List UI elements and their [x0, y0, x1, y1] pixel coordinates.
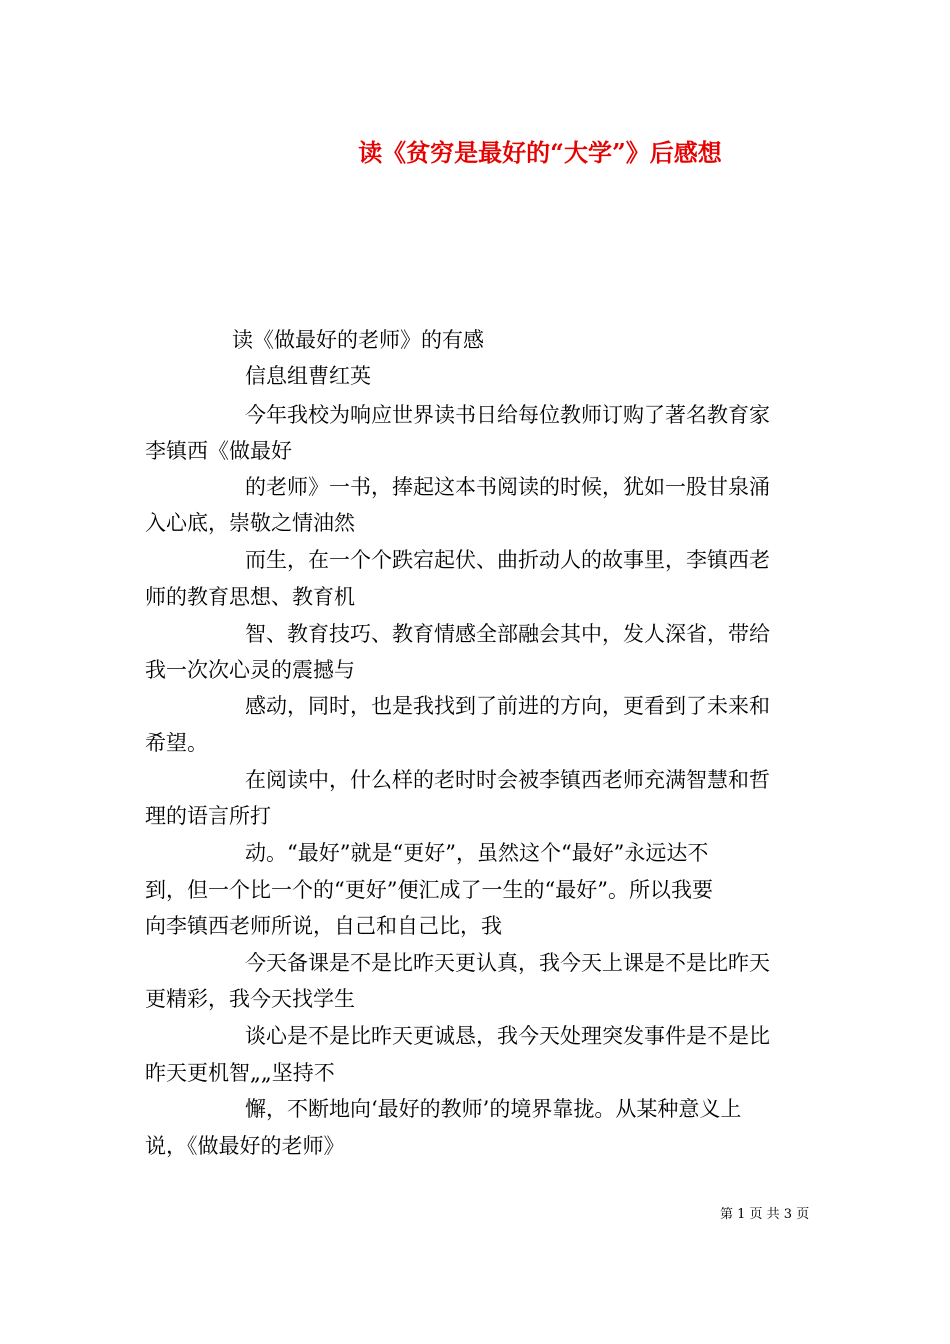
body-line: 昨天更机智„„坚持不 [145, 1061, 335, 1085]
body-line: 懈，不断地向‘最好的教师’的境界靠拢。从某种意义上 [245, 1097, 742, 1121]
body-line: 理的语言所打 [145, 804, 271, 828]
body-line: 到，但一个比一个的“更好”便汇成了一生的“最好”。所以我要 [145, 878, 713, 902]
body-line: 师的教育思想、教育机 [145, 585, 355, 609]
body-line: 希望。 [145, 731, 208, 755]
body-line: 向李镇西老师所说，自己和自己比，我 [145, 914, 502, 938]
body-line: 今年我校为响应世界读书日给每位教师订购了著名教育家 [245, 403, 770, 427]
document-title: 读《贫穷是最好的“大学”》后感想 [358, 138, 722, 167]
body-line: 更精彩，我今天找学生 [145, 987, 355, 1011]
body-line: 说，《做最好的老师》 [145, 1134, 345, 1158]
body-line: 今天备课是不是比昨天更认真，我今天上课是不是比昨天 [245, 951, 770, 975]
body-line: 而生，在一个个跌宕起伏、曲折动人的故事里，李镇西老 [245, 548, 770, 572]
document-subtitle: 读《做最好的老师》的有感 [232, 328, 484, 352]
body-line: 的老师》一书，捧起这本书阅读的时候，犹如一股甘泉涌 [245, 475, 770, 499]
body-line: 入心底，崇敬之情油然 [145, 511, 355, 535]
body-line: 智、教育技巧、教育情感全部融会其中，发人深省，带给 [245, 622, 770, 646]
body-line: 感动，同时，也是我找到了前进的方向，更看到了未来和 [245, 694, 770, 718]
body-line: 我一次次心灵的震撼与 [145, 658, 355, 682]
page-number: 第 1 页 共 3 页 [720, 1207, 810, 1222]
body-line: 李镇西《做最好 [145, 439, 292, 463]
body-line: 在阅读中，什么样的老时时会被李镇西老师充满智慧和哲 [245, 768, 770, 792]
body-line: 动。“最好”就是“更好”，虽然这个“最好”永远达不 [245, 841, 709, 865]
body-line: 谈心是不是比昨天更诚恳，我今天处理突发事件是不是比 [245, 1024, 770, 1048]
document-author: 信息组曹红英 [245, 364, 371, 388]
